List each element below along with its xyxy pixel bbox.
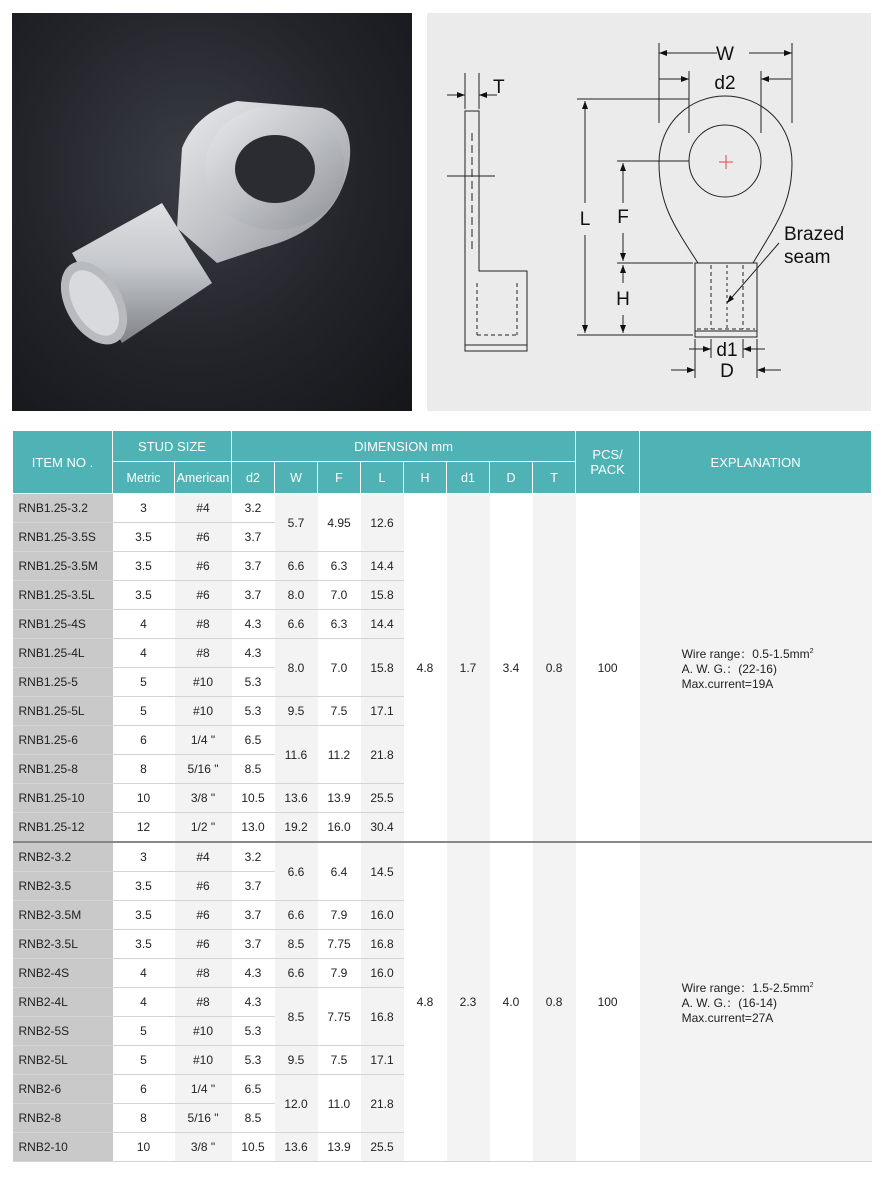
american-cell: #10 [175,668,232,697]
american-cell: 5/16 " [175,755,232,784]
explanation-cell [640,842,872,1162]
metric-cell: 6 [113,1075,175,1104]
item-no-cell: RNB1.25-4S [13,610,113,639]
f-cell: 13.9 [318,1133,361,1162]
d2-cell: 6.5 [232,726,275,755]
d2-cell: 13.0 [232,813,275,843]
header-d: D [490,462,533,494]
table-row [13,842,872,872]
item-no-cell: RNB2-4L [13,988,113,1017]
d2-cell: 5.3 [232,697,275,726]
american-cell: #6 [175,901,232,930]
header-stud-size: STUD SIZE [113,431,232,462]
l-cell: 14.4 [361,552,404,581]
item-no-cell: RNB1.25-3.5M [13,552,113,581]
l-cell: 12.6 [361,494,404,552]
d2-cell: 3.7 [232,581,275,610]
american-cell: 5/16 " [175,1104,232,1133]
item-no-cell: RNB1.25-4L [13,639,113,668]
header-l: L [361,462,404,494]
item-no-cell: RNB2-8 [13,1104,113,1133]
header-pcs-pack: PCS/ PACK [576,431,640,494]
wire-range-text: Wire range：$1.5-2.5mm^2$ [681,981,814,995]
l-cell: 17.1 [361,697,404,726]
american-cell: #8 [175,959,232,988]
dimension-diagram [427,13,871,411]
metric-cell: 5 [113,668,175,697]
label-h: H [616,289,630,310]
item-no-cell: RNB2-3.2 [13,842,113,872]
f-cell: 7.9 [318,959,361,988]
american-cell: 1/4 " [175,726,232,755]
f-cell: 13.9 [318,784,361,813]
awg-text: A. W. G.：(16-14) [681,996,777,1010]
l-cell: 30.4 [361,813,404,843]
l-cell: 17.1 [361,1046,404,1075]
l-cell: 25.5 [361,1133,404,1162]
american-cell: #10 [175,1046,232,1075]
item-no-cell: RNB1.25-3.2 [13,494,113,523]
header-f: F [318,462,361,494]
header-metric: Metric [113,462,175,494]
f-cell: 7.0 [318,639,361,697]
explanation-cell [640,494,872,843]
header-w: W [275,462,318,494]
metric-cell: 10 [113,1133,175,1162]
d2-cell: 6.5 [232,1075,275,1104]
d2-cell: 4.3 [232,639,275,668]
american-cell: #6 [175,523,232,552]
max-current-text: Max.current=27A [681,1011,774,1025]
l-cell: 14.5 [361,842,404,901]
label-seam: seam [784,247,831,268]
header-h: H [404,462,447,494]
american-cell: #6 [175,581,232,610]
f-cell: 6.4 [318,842,361,901]
metric-cell: 12 [113,813,175,843]
d2-cell: 4.3 [232,610,275,639]
metric-cell: 5 [113,1046,175,1075]
f-cell: 7.75 [318,930,361,959]
w-cell: 11.6 [275,726,318,784]
f-cell: 7.5 [318,697,361,726]
label-d2: d2 [714,73,736,94]
w-cell: 6.6 [275,610,318,639]
item-no-cell: RNB2-3.5 [13,872,113,901]
metric-cell: 10 [113,784,175,813]
label-brazed: Brazed [784,224,845,245]
d2-cell: 5.3 [232,1046,275,1075]
f-cell: 16.0 [318,813,361,843]
metric-cell: 3.5 [113,581,175,610]
american-cell: #4 [175,494,232,523]
item-no-cell: RNB1.25-12 [13,813,113,843]
w-cell: 13.6 [275,784,318,813]
d2-cell: 3.7 [232,523,275,552]
d1-cell: 2.3 [447,842,490,1162]
w-cell: 12.0 [275,1075,318,1133]
f-cell: 11.0 [318,1075,361,1133]
american-cell: 3/8 " [175,1133,232,1162]
metric-cell: 5 [113,1017,175,1046]
f-cell: 6.3 [318,610,361,639]
metric-cell: 3.5 [113,523,175,552]
item-no-cell: RNB2-5S [13,1017,113,1046]
american-cell: #6 [175,930,232,959]
d2-cell: 3.2 [232,842,275,872]
l-cell: 15.8 [361,639,404,697]
item-no-cell: RNB1.25-10 [13,784,113,813]
d-cell: 3.4 [490,494,533,843]
pcs-cell: 100 [576,494,640,843]
w-cell: 13.6 [275,1133,318,1162]
metric-cell: 4 [113,639,175,668]
american-cell: #8 [175,639,232,668]
item-no-cell: RNB1.25-5 [13,668,113,697]
metric-cell: 3.5 [113,930,175,959]
label-d: D [720,361,734,382]
metric-cell: 3 [113,842,175,872]
d2-cell: 8.5 [232,1104,275,1133]
l-cell: 16.0 [361,901,404,930]
w-cell: 8.0 [275,639,318,697]
ring-terminal-photo [12,13,412,411]
w-cell: 6.6 [275,901,318,930]
l-cell: 21.8 [361,1075,404,1133]
l-cell: 15.8 [361,581,404,610]
w-cell: 9.5 [275,1046,318,1075]
f-cell: 7.0 [318,581,361,610]
american-cell: 1/4 " [175,1075,232,1104]
item-no-cell: RNB2-3.5M [13,901,113,930]
max-current-text: Max.current=19A [681,676,774,691]
d2-cell: 5.3 [232,668,275,697]
d2-cell: 3.7 [232,552,275,581]
f-cell: 7.9 [318,901,361,930]
label-f: F [617,207,629,228]
header-item-no: ITEM NO . [13,431,113,494]
header-t: T [533,462,576,494]
pcs-cell: 100 [576,842,640,1162]
metric-cell: 8 [113,755,175,784]
american-cell: 3/8 " [175,784,232,813]
american-cell: #4 [175,842,232,872]
header-d1: d1 [447,462,490,494]
l-cell: 14.4 [361,610,404,639]
header-d2: d2 [232,462,275,494]
wire-range-text: Wire range：$0.5-1.5mm^2$ [681,646,814,661]
item-no-cell: RNB2-4S [13,959,113,988]
american-cell: #10 [175,1017,232,1046]
w-cell: 19.2 [275,813,318,843]
w-cell: 6.6 [275,552,318,581]
metric-cell: 8 [113,1104,175,1133]
t-cell: 0.8 [533,494,576,843]
spec-table [12,430,872,1162]
d-cell: 4.0 [490,842,533,1162]
label-w: W [716,44,734,65]
label-t: T [493,77,505,98]
label-l: L [579,209,591,230]
d2-cell: 3.7 [232,872,275,901]
w-cell: 5.7 [275,494,318,552]
american-cell: #8 [175,988,232,1017]
h-cell: 4.8 [404,842,447,1162]
f-cell: 6.3 [318,552,361,581]
w-cell: 8.5 [275,930,318,959]
item-no-cell: RNB2-10 [13,1133,113,1162]
item-no-cell: RNB1.25-6 [13,726,113,755]
product-photo [12,13,412,411]
metric-cell: 3 [113,494,175,523]
metric-cell: 5 [113,697,175,726]
f-cell: 7.75 [318,988,361,1046]
w-cell: 8.5 [275,988,318,1046]
item-no-cell: RNB2-6 [13,1075,113,1104]
f-cell: 4.95 [318,494,361,552]
spec-table-body [13,494,872,1162]
header-american: American [175,462,232,494]
f-cell: 11.2 [318,726,361,784]
t-cell: 0.8 [533,842,576,1162]
item-no-cell: RNB2-3.5L [13,930,113,959]
d1-cell: 1.7 [447,494,490,843]
american-cell: #8 [175,610,232,639]
d2-cell: 3.2 [232,494,275,523]
item-no-cell: RNB2-5L [13,1046,113,1075]
american-cell: #6 [175,552,232,581]
metric-cell: 3.5 [113,872,175,901]
table-row [13,494,872,523]
f-cell: 7.5 [318,1046,361,1075]
l-cell: 16.0 [361,959,404,988]
l-cell: 16.8 [361,930,404,959]
metric-cell: 3.5 [113,552,175,581]
w-cell: 6.6 [275,842,318,901]
label-d1: d1 [716,340,738,361]
h-cell: 4.8 [404,494,447,843]
d2-cell: 3.7 [232,901,275,930]
item-no-cell: RNB1.25-3.5L [13,581,113,610]
l-cell: 25.5 [361,784,404,813]
d2-cell: 4.3 [232,988,275,1017]
w-cell: 6.6 [275,959,318,988]
metric-cell: 4 [113,988,175,1017]
header-explanation: EXPLANATION [640,431,872,494]
d2-cell: 4.3 [232,959,275,988]
metric-cell: 4 [113,610,175,639]
metric-cell: 3.5 [113,901,175,930]
awg-text: A. W. G.：(22-16) [681,661,777,676]
item-no-cell: RNB1.25-8 [13,755,113,784]
american-cell: 1/2 " [175,813,232,843]
header-dimension: DIMENSION mm [232,431,576,462]
item-no-cell: RNB1.25-5L [13,697,113,726]
american-cell: #6 [175,872,232,901]
dimension-drawing [427,13,871,411]
american-cell: #10 [175,697,232,726]
item-no-cell: RNB1.25-3.5S [13,523,113,552]
l-cell: 21.8 [361,726,404,784]
d2-cell: 8.5 [232,755,275,784]
d2-cell: 5.3 [232,1017,275,1046]
metric-cell: 4 [113,959,175,988]
w-cell: 8.0 [275,581,318,610]
l-cell: 16.8 [361,988,404,1046]
d2-cell: 10.5 [232,1133,275,1162]
w-cell: 9.5 [275,697,318,726]
d2-cell: 3.7 [232,930,275,959]
d2-cell: 10.5 [232,784,275,813]
metric-cell: 6 [113,726,175,755]
